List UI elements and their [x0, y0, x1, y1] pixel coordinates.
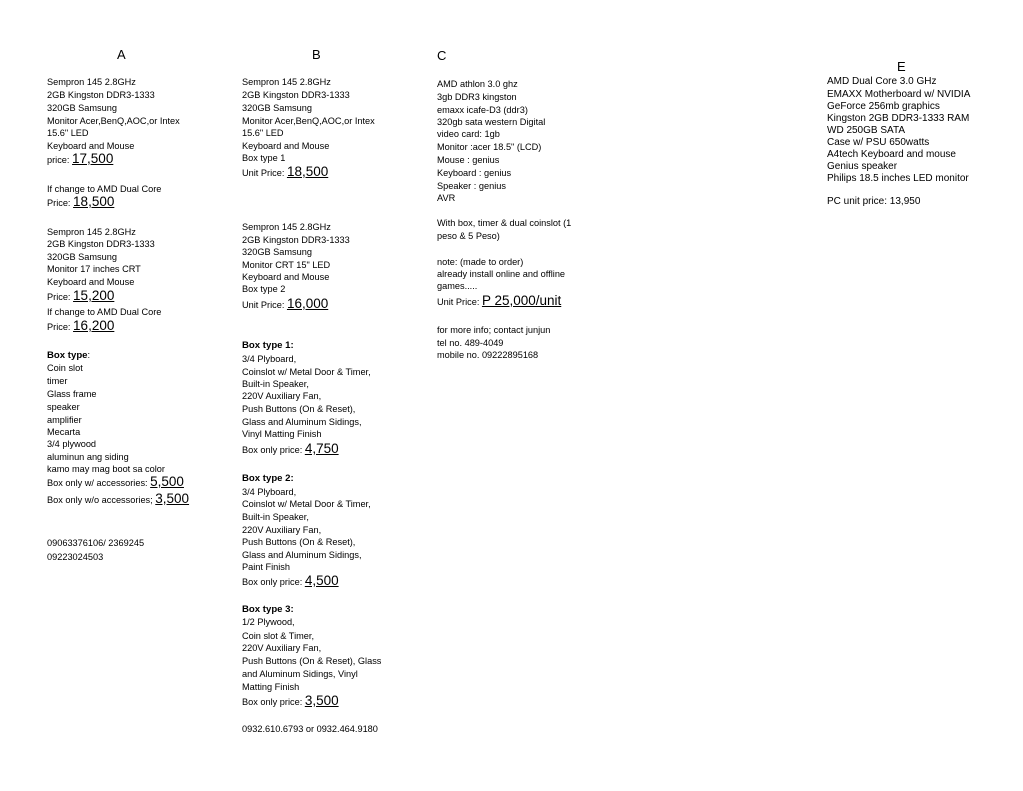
heading-text: Box type [47, 350, 88, 361]
text-line: Paint Finish [242, 562, 291, 572]
text-line: 320GB Samsung [242, 247, 312, 257]
text-line: Keyboard : genius [437, 168, 512, 178]
text-line: 2GB Kingston DDR3-1333 [242, 90, 350, 100]
text-line: 2GB Kingston DDR3-1333 [242, 235, 350, 245]
text-line: timer [47, 376, 68, 386]
price-line [437, 293, 561, 310]
text-line: EMAXX Motherboard w/ NVIDIA [827, 89, 971, 100]
price-label: Box only price: [242, 445, 305, 455]
price-line [47, 474, 184, 491]
price-value: 16,200 [73, 318, 115, 333]
text-line: 220V Auxiliary Fan, [242, 643, 322, 653]
price-value: 5,500 [150, 474, 184, 489]
text-line: 09223024503 [47, 552, 104, 562]
price-line [47, 491, 189, 508]
text-line: Keyboard and Mouse [47, 141, 135, 151]
text-line: video card: 1gb [437, 129, 500, 139]
text-line: 1/2 Plywood, [242, 617, 295, 627]
price-value: 18,500 [286, 164, 329, 179]
price-label: Box only price: [242, 697, 305, 707]
text-line: Keyboard and Mouse [242, 141, 330, 151]
text-line: If change to AMD Dual Core [47, 307, 162, 317]
text-line: Coin slot [47, 363, 83, 373]
text-line: Push Buttons (On & Reset), Glass [242, 656, 382, 666]
text-line: With box, timer & dual coinslot (1 [437, 218, 572, 228]
price-line [47, 288, 114, 305]
text-line: Case w/ PSU 650watts [827, 137, 930, 148]
text-line: 0932.610.6793 or 0932.464.9180 [242, 724, 378, 734]
text-line: Coinslot w/ Metal Door & Timer, [242, 367, 371, 377]
text-line: A4tech Keyboard and mouse [827, 149, 956, 160]
text-line: games..... [437, 281, 478, 291]
text-line: Glass frame [47, 389, 97, 399]
text-line: Push Buttons (On & Reset), [242, 537, 356, 547]
price-value: 3,500 [155, 491, 190, 506]
text-line: WD 250GB SATA [827, 125, 905, 136]
column-header: E [897, 59, 906, 74]
text-line: If change to AMD Dual Core [47, 184, 162, 194]
text-line: 320GB Samsung [242, 103, 312, 113]
text-line: Built-in Speaker, [242, 379, 309, 389]
price-value: P 25,000/unit [481, 293, 562, 308]
price-label: Price: [47, 198, 74, 208]
price-line [242, 296, 328, 313]
text-line: Keyboard and Mouse [47, 277, 135, 287]
text-line: 320gb sata western Digital [437, 117, 546, 127]
text-line: Monitor CRT 15" LED [242, 260, 331, 270]
text-line: Vinyl Matting Finish [242, 429, 322, 439]
column-header: C [437, 48, 447, 63]
text-line: for more info; contact junjun [437, 325, 551, 335]
text-line: AMD athlon 3.0 ghz [437, 79, 518, 89]
price-value: 16,000 [286, 296, 329, 311]
price-value: 17,500 [72, 151, 114, 166]
text-line: amplifier [47, 415, 82, 425]
text-line: Monitor Acer,BenQ,AOC,or Intex [242, 116, 375, 126]
text-line: Matting Finish [242, 682, 300, 692]
price-label: Price: [47, 292, 74, 302]
heading-text: Box type 1: [242, 340, 294, 351]
text-line: 3/4 Plyboard, [242, 354, 297, 364]
column-header: B [312, 47, 321, 62]
text-line: Glass and Aluminum Sidings, [242, 550, 362, 560]
price-value: 4,500 [304, 573, 339, 588]
text-line: aluminun ang siding [47, 452, 129, 462]
text-line: 320GB Samsung [47, 252, 117, 262]
price-label: Box only w/o accessories; [47, 495, 156, 505]
text-line: Sempron 145 2.8GHz [242, 222, 331, 232]
text-line: already install online and offline [437, 269, 566, 279]
text-line: 3gb DDR3 kingston [437, 92, 517, 102]
text-line: Mouse : genius [437, 155, 500, 165]
text-line: Coin slot & Timer, [242, 631, 314, 641]
text-line: Push Buttons (On & Reset), [242, 404, 356, 414]
text-line: Philips 18.5 inches LED monitor [827, 173, 969, 184]
text-line: and Aluminum Sidings, Vinyl [242, 669, 358, 679]
text-line: 15.6" LED [242, 128, 284, 138]
text-line: PC unit price: 13,950 [827, 196, 921, 207]
text-line: AVR [437, 193, 456, 203]
text-line: speaker [47, 402, 80, 412]
heading-text: Box type 3: [242, 604, 294, 615]
text-line: Sempron 145 2.8GHz [47, 77, 136, 87]
price-label: Unit Price: [242, 168, 287, 178]
price-line [47, 151, 113, 168]
price-label: Unit Price: [437, 297, 482, 307]
text-line: Kingston 2GB DDR3-1333 RAM [827, 113, 970, 124]
text-line: Box type 2 [242, 284, 286, 294]
price-line [242, 441, 339, 458]
text-line: 2GB Kingston DDR3-1333 [47, 90, 155, 100]
text-line: mobile no. 09222895168 [437, 350, 539, 360]
text-line: 09063376106/ 2369245 [47, 538, 145, 548]
text-line: 220V Auxiliary Fan, [242, 391, 322, 401]
text-line: note: (made to order) [437, 257, 524, 267]
text-line: Coinslot w/ Metal Door & Timer, [242, 499, 371, 509]
section-heading [242, 603, 294, 616]
text-line: Built-in Speaker, [242, 512, 309, 522]
text-line: Sempron 145 2.8GHz [242, 77, 331, 87]
price-line [47, 318, 114, 335]
text-line: kamo may mag boot sa color [47, 464, 165, 474]
price-label: Box only w/ accessories: [47, 478, 151, 488]
text-line: Monitor :acer 18.5" (LCD) [437, 142, 542, 152]
text-line: Keyboard and Mouse [242, 272, 330, 282]
price-label: price: [47, 155, 73, 165]
price-label: Box only price: [242, 577, 305, 587]
price-label: Unit Price: [242, 300, 287, 310]
text-line: Box type 1 [242, 153, 286, 163]
text-line: Monitor Acer,BenQ,AOC,or Intex [47, 116, 180, 126]
text-line: 3/4 plywood [47, 439, 97, 449]
text-line: 15.6" LED [47, 128, 89, 138]
price-value: 4,750 [304, 441, 339, 456]
text-line: Monitor 17 inches CRT [47, 264, 141, 274]
text-line: 3/4 Plyboard, [242, 487, 297, 497]
column-header: A [117, 47, 126, 62]
text-line: AMD Dual Core 3.0 GHz [827, 76, 937, 87]
section-heading [242, 339, 294, 352]
text-line: Genius speaker [827, 161, 898, 172]
price-value: 15,200 [73, 288, 115, 303]
text-line: Mecarta [47, 427, 81, 437]
text-line: Sempron 145 2.8GHz [47, 227, 136, 237]
heading-suffix: : [87, 350, 91, 360]
price-value: 3,500 [304, 693, 339, 708]
price-line [242, 693, 339, 710]
price-line [242, 573, 339, 590]
text-line: emaxx icafe-D3 (ddr3) [437, 105, 528, 115]
heading-text: Box type 2: [242, 473, 294, 484]
price-line [242, 164, 328, 181]
text-line: tel no. 489-4049 [437, 338, 504, 348]
price-label: Price: [47, 322, 74, 332]
text-line: 2GB Kingston DDR3-1333 [47, 239, 155, 249]
text-line: Speaker : genius [437, 181, 506, 191]
text-line: peso & 5 Peso) [437, 231, 500, 241]
price-value: 18,500 [73, 194, 115, 209]
text-line: 220V Auxiliary Fan, [242, 525, 322, 535]
section-heading [242, 472, 294, 485]
price-line [47, 194, 114, 211]
text-line: Glass and Aluminum Sidings, [242, 417, 362, 427]
section-heading [47, 349, 90, 362]
text-line: 320GB Samsung [47, 103, 117, 113]
text-line: GeForce 256mb graphics [827, 101, 940, 112]
